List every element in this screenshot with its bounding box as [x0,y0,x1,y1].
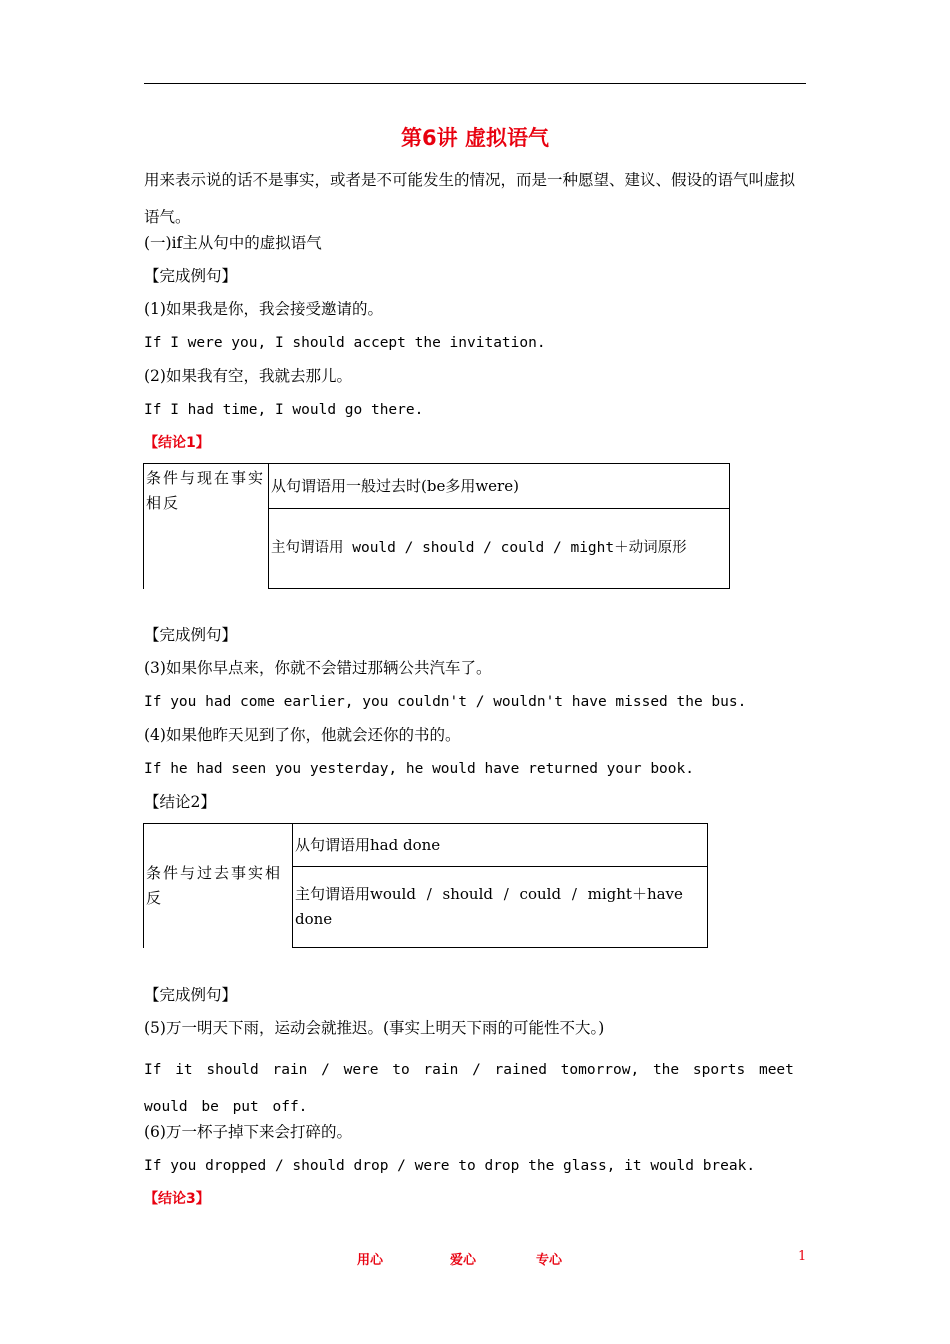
complete-example-label: 【完成例句】 [144,267,238,285]
clause-rule-cell: 从句谓语用一般过去时(be多用were) [269,464,730,509]
example-3-english: If you had come earlier, you couldn't / wouldn't have missed the bus. [144,694,747,710]
complete-example-label-2: 【完成例句】 [144,626,238,644]
condition-cell: 条件与现在事实相反 [144,464,269,589]
footer-word-2: 爱心 [450,1253,477,1268]
page-number: 1 [798,1249,807,1264]
intro-paragraph: 用来表示说的话不是事实，或者是不可能发生的情况，而是一种愿望、建议、假设的语气叫虚拟语气。 [144,171,796,226]
main-clause-rule-cell-2: 主句谓语用would / should / could / might＋have done [293,867,708,948]
page-title: 第6讲 虚拟语气 [401,126,549,150]
header-rule [144,83,806,84]
example-1-chinese: (1)如果我是你，我会接受邀请的。 [144,300,383,318]
example-6-english: If you dropped / should drop / were to drop the glass, it would break. [144,1158,756,1174]
complete-example-label-3: 【完成例句】 [144,986,238,1004]
example-4-chinese: (4)如果他昨天见到了你，他就会还你的书的。 [144,726,461,744]
example-4-english: If he had seen you yesterday, he would have returned your book. [144,761,694,777]
example-2-english: If I had time, I would go there. [144,402,424,418]
main-clause-rule-cell: 主句谓语用 would / should / could / might＋动词原形 [269,509,730,589]
example-5-chinese: (5)万一明天下雨，运动会就推迟。(事实上明天下雨的可能性不大。) [144,1019,605,1037]
example-3-chinese: (3)如果你早点来，你就不会错过那辆公共汽车了。 [144,659,492,677]
example-2-chinese: (2)如果我有空，我就去那儿。 [144,367,352,385]
example-1-english: If I were you, I should accept the invitation. [144,335,546,351]
footer-word-3: 专心 [536,1253,563,1268]
example-5-english: If it should rain / were to rain / rained tomorrow, the sports meet would be put off. [144,1062,794,1115]
condition-cell-2: 条件与过去事实相反 [144,824,293,948]
section-heading: (一)if主从句中的虚拟语气 [144,234,322,252]
footer-word-1: 用心 [357,1253,384,1268]
rule-table-1 [143,463,730,589]
conclusion-1-label: 【结论1】 [144,435,210,451]
clause-rule-cell-2: 从句谓语用had done [293,824,708,867]
rule-table-2 [143,823,708,948]
conclusion-2-label: 【结论2】 [144,793,216,811]
example-6-chinese: (6)万一杯子掉下来会打碎的。 [144,1123,352,1141]
conclusion-3-label: 【结论3】 [144,1191,210,1207]
